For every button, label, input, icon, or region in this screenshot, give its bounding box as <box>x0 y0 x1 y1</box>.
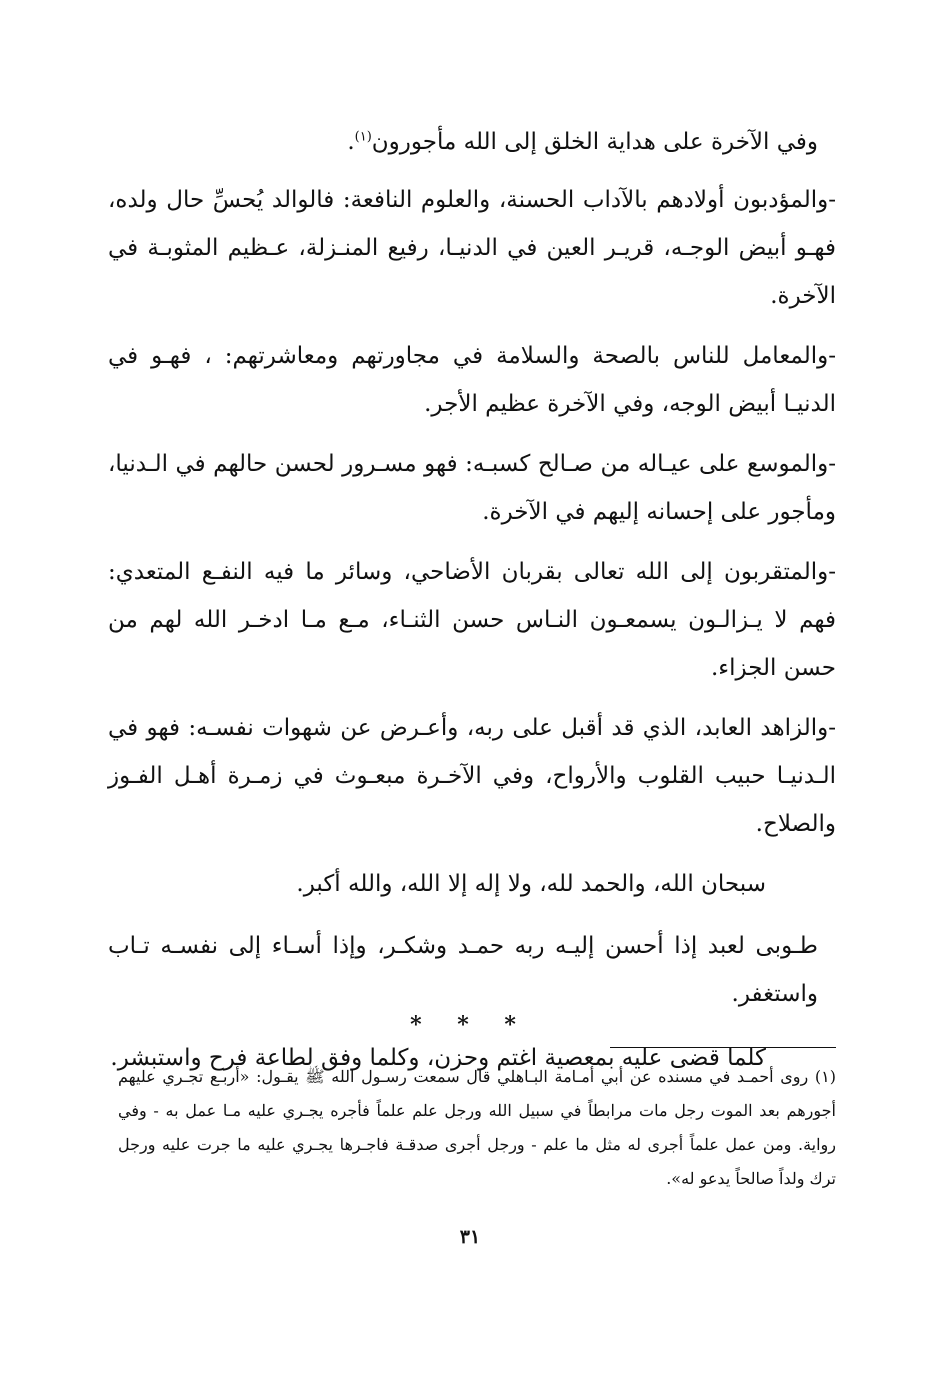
intro-paragraph <box>108 118 836 166</box>
list-item <box>108 704 836 848</box>
item-marker: - <box>828 343 836 369</box>
intro-end: . <box>347 129 355 155</box>
item-text: والمؤدبون أولادهم بالآداب الحسنة، والعلوم النافعة: فالوالد يُحسِّ حال ولده، فهـو أبيض الوجـه، قريـر العين في الدنيـا، رفيع المنـزلة، عـظيم المثوبـة في الآخرة. <box>108 187 836 309</box>
intro-text: وفي الآخرة على هداية الخلق إلى الله مأجورون <box>371 129 818 155</box>
main-text-block <box>108 118 836 1096</box>
page-number: ٣١ <box>459 1226 481 1248</box>
list-item <box>108 332 836 428</box>
item-text: والموسع على عيـاله من صـالح كسبـه: فهو مسـرور لحسن حالهم في الـدنيا، ومأجور على إحسانه إليهم في الآخرة. <box>108 451 836 525</box>
tasbih-line: سبحان الله، والحمد لله، ولا إله إلا الله، والله أكبر. <box>296 871 766 897</box>
footnote-block <box>118 1060 836 1196</box>
footnote-ref[interactable]: (١) <box>354 129 372 145</box>
list-item <box>108 440 836 536</box>
item-marker: - <box>828 559 836 585</box>
item-text: والمتقربون إلى الله تعالى بقربان الأضاحي، وسائر ما فيه النفـع المتعدي: فهم لا يـزالـون يسمعـون النـاس حسن الثنـاء، مـع مـا ادخـر الله لهم من حسن الجزاء. <box>108 559 836 681</box>
footnote-divider <box>610 1047 836 1048</box>
item-marker: - <box>828 187 836 213</box>
item-marker: - <box>828 451 836 477</box>
footnote-text: (١) روى أحمـد في مسنده عن أبي أمـامة البـاهلي قال سمعت رسـول الله ﷺ يقـول: «أربـع تجـري عليهم أجورهم بعد الموت رجل مات مرابطاً في سبيل الله ورجل علم علماً فأجره يجـري عليه مـا عمل به - وفي رواية. ومن عمل علماً أجرى له مثل ما علم - ورجل أجرى صدقـة فاجـرها يجـري عليه ما جرت عليه ورجل ترك ولداً صالحاً يدعو له». <box>118 1067 837 1188</box>
item-text: والمعامل للناس بالصحة والسلامة في مجاورتهم ومعاشرتهم: ، فهـو في الدنيـا أبيض الوجه، وفي الآخرة عظيم الأجر. <box>108 343 836 417</box>
section-separator: * * * <box>410 1012 530 1038</box>
tuba-paragraph: طـوبى لعبد إذا أحسن إليـه ربه حمـد وشكـر، وإذا أسـاء إلى نفسـه تـاب واستغفر. <box>108 933 818 1007</box>
item-marker: - <box>828 715 836 741</box>
list-item <box>108 548 836 692</box>
list-item <box>108 176 836 320</box>
item-text: والزاهد العابد، الذي قد أقبل على ربه، وأعـرض عن شهوات نفسـه: فهو في الـدنيـا حبيب القلوب والأرواح، وفي الآخـرة مبعـوث في زمـرة أهـل الفـوز والصلاح. <box>108 715 836 837</box>
kullama-line: كلما قضى عليه بمعصية اغتم وحزن، وكلما وفق لطاعة فرح واستبشر. <box>110 1045 766 1071</box>
